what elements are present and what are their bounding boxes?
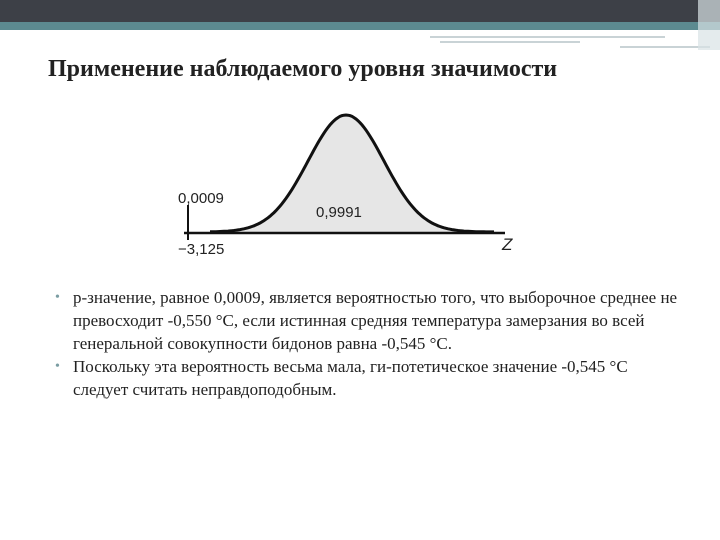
top-bar [0, 0, 720, 22]
bullet-item [55, 355, 685, 401]
decor-line [440, 41, 580, 43]
left-tail-value: 0,0009 [178, 190, 224, 207]
bullet-text: Поскольку эта вероятность весьма мала, ги-потетическое значение -0,545 °С следует считать неправдоподобным. [73, 357, 628, 399]
z-axis-label: Z [502, 235, 513, 254]
center-area-value: 0,9991 [316, 204, 362, 221]
critical-value-label: −3,125 [178, 241, 225, 258]
normal-distribution-figure [170, 100, 525, 270]
decor-line [620, 46, 710, 48]
bullet-icon: • [55, 290, 60, 305]
bullet-list [55, 286, 685, 401]
slide-title: Применение наблюдаемого уровня значимости [48, 56, 558, 82]
distribution-svg [170, 100, 525, 270]
top-accent-bar [0, 22, 720, 30]
bullet-item [55, 286, 685, 355]
bullet-icon: • [55, 359, 60, 374]
decor-block [698, 0, 720, 50]
decor-line [430, 36, 665, 38]
bullet-text: p-значение, равное 0,0009, является вероятностью того, что выборочное среднее не превосходит -0,550 °С, если истинная средняя температура замерзания во всей генеральной совокупности бидонов равна -0,545 °С. [73, 288, 678, 353]
